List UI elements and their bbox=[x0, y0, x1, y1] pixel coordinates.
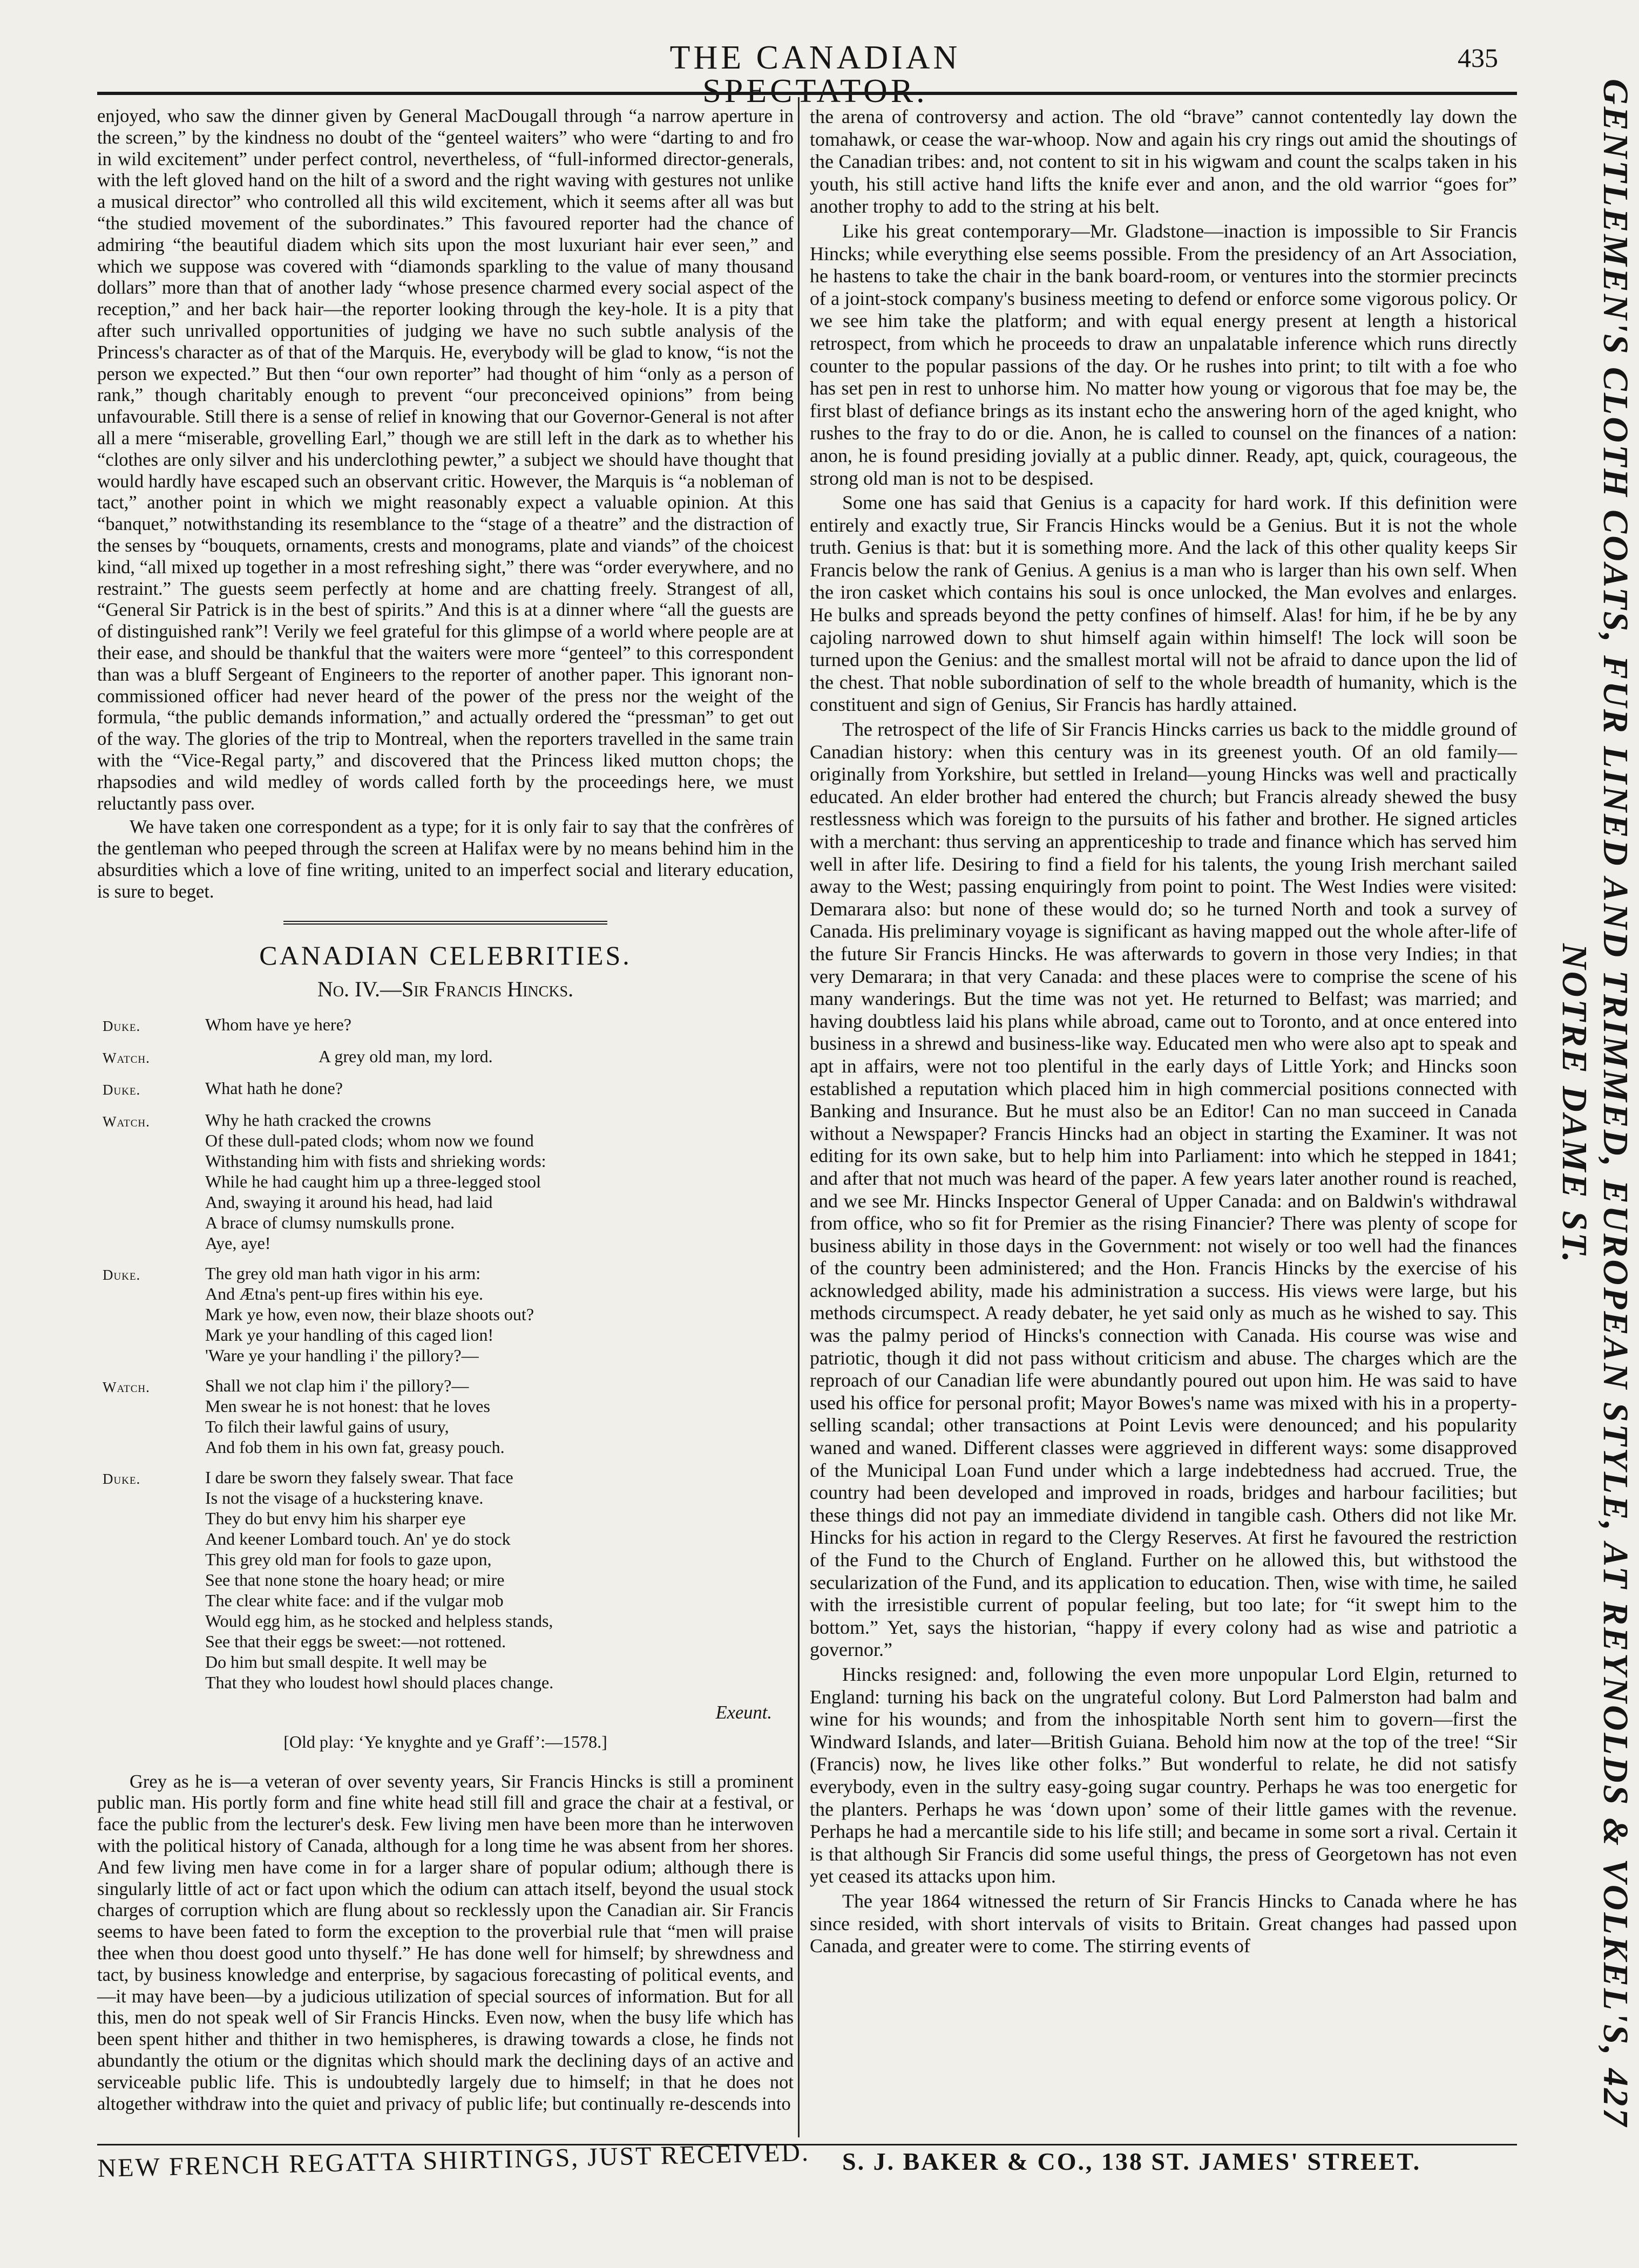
article-paragraph: The year 1864 witnessed the return of Sir Francis Hincks to Canada where he has since resided, with short intervals of visits to Britain. Great changes had passed upon Canada, and greater were to come. The stirring events of bbox=[810, 1890, 1517, 1957]
verse-line: And, swaying it around his head, had laid bbox=[205, 1192, 493, 1212]
stage-direction: Exeunt. bbox=[715, 1702, 772, 1723]
verse-line: 'Ware ye your handling i' the pillory?— bbox=[205, 1346, 479, 1366]
verse-line: Is not the visage of a huckstering knave. bbox=[205, 1488, 484, 1508]
article-paragraph: We have taken one correspondent as a type; for it is only fair to say that the confrères of the gentleman who peeped through the screen at Halifax were by no means behind him in the absurdities which a love of fine writing, united to an imperfect social and literary education, is sure to beget. bbox=[97, 817, 794, 902]
sidebar-advertisement: GENTLEMEN'S CLOTH COATS, FUR LINED AND TRIMMED, EUROPEAN STYLE, AT REYNOLDS & VOLKEL'S, 427 NOTRE DAME ST. bbox=[1555, 79, 1635, 2129]
speech-block bbox=[103, 1078, 794, 1100]
speech-lines bbox=[184, 1014, 794, 1036]
header-rule bbox=[97, 92, 1517, 95]
verse-line: What hath he done? bbox=[205, 1078, 343, 1098]
page-number: 435 bbox=[1458, 43, 1498, 73]
speech-lines bbox=[184, 1467, 794, 1693]
speech-block bbox=[103, 1375, 794, 1457]
right-column bbox=[810, 106, 1517, 1960]
column-divider bbox=[798, 97, 800, 2137]
article-paragraph: Grey as he is—a veteran of over seventy years, Sir Francis Hincks is still a prominent public man. His portly form and fine white head still fill and grace the chair at a festival, or face the public from the lecturer's desk. Few living men have been more than he interwoven with the political history of Canada, although for a long time he was absent from her shores. And few living men have come in for a larger share of popular odium; although there is singularly little of act or fact upon which the odium can attach itself, beyond the usual stock charges of corruption which are flung about so recklessly upon the Canadian air. Sir Francis seems to have been fated to form the exception to the proverbial rule that “men will praise thee when thou doest good unto thyself.” He has done well for himself; by shrewdness and tact, by business knowledge and enterprise, by sagacious forecasting of political events, and—it may have been—by a judicious utilization of special sources of information. But for all this, men do not speak well of Sir Francis Hincks. Even now, when the busy life which has been spent hither and thither in two hemispheres, is drawing towards a close, he finds not abundantly the otium or the dignitas which should mark the declining days of an active and serviceable public life. This is undoubtedly largely due to himself; in that he does not altogether withdraw into the quiet and privacy of public life; but continually re-descends into bbox=[97, 1771, 794, 2114]
article-paragraph: Like his great contemporary—Mr. Gladstone—inaction is impossible to Sir Francis Hincks; while everything else seems possible. From the presidency of an Art Association, he hastens to take the chair in the bank board-room, or ventures into the stormier precincts of a joint-stock company's business meeting to defend or enforce some vigorous policy. Or we see him take the platform; and with equal energy present at length a historical retrospect, from which he proceeds to draw an unpalatable inference which runs directly counter to the popular passions of the day. Or he rushes into print; to tilt with a foe who has set pen in rest to unhorse him. No matter how young or vigorous that foe may be, the first blast of defiance brings as its instant echo the answering horn of the aged knight, who rushes to the fray to do or die. Anon, he is called to counsel on the finances of a nation: anon, he is found presiding jovially at a public dinner. Ready, apt, quick, courageous, the strong old man is not to be despised. bbox=[810, 220, 1517, 489]
article-paragraph: The retrospect of the life of Sir Francis Hincks carries us back to the middle ground of Canadian history: when this century was in its greenest youth. Of an old family—originally from Yorkshire, but settled in Ireland—young Hincks was well and practically educated. An elder brother had entered the church; but Francis already shewed the busy restlessness which was foreign to the pursuits of his father and brother. He signed articles with a merchant: thus serving an apprenticeship to trade and finance which has served him well in after life. Desiring to find a field for his talents, the young Irish merchant sailed away to the West; passing enquiringly from point to point. The West Indies were visited: Demarara also: but none of these would do; so he turned North and took a survey of Canada. His preliminary voyage is significant as having mapped out the whole after-life of the future Sir Francis Hincks. He was afterwards to govern in those very Indies; in that very Demarara; in that very Canada: and these places were to comprise the scene of his many wanderings. But the time was not yet. He returned to Belfast; was married; and having doubtless laid his plans while abroad, came out to Toronto, and at once entered into business in a shrewd and business-like way. Educated men who were also apt to speak and apt in affairs, were not too plentiful in the early days of Little York; and Hincks soon established a reputation which placed him in high commercial positions connected with Banking and Insurance. But he must also be an Editor! Can no man succeed in Canada without a Newspaper? Francis Hincks had an object in starting the Examiner. It was not editing for its own sake, but to help him into Parliament: into which he stepped in 1841; and after that not much was heard of the paper. A few years later another round is reached, and we see Mr. Hincks Inspector General of Upper Canada: and on Baldwin's withdrawal from office, who so fit for Premier as the rising Financier? There was plenty of scope for business ability in those days in the Government: not wisely or too well had the finances of the country been administered; and the Hon. Francis Hincks by the exercise of his acknowledged ability, made his administration a success. His views were large, but his methods circumspect. A ready debater, he yet said only as much as he wished to say. This was the palmy period of Hincks's connection with Canada. His course was wise and patriotic, though it did not pass without criticism and abuse. The charges which are the reproach of our Canadian life were abundantly poured out upon him. He was said to have used his office for personal profit; Mayor Bowes's name was mixed with his in a property-selling scandal; other transactions at Point Levis were denounced; and his popularity waned and waned. Different classes were aggrieved in different ways: some disapproved of the Municipal Loan Fund under which a large indebtedness had accrued. True, the country had been developed and improved in roads, bridges and harbour facilities; but these things did not pay an immediate dividend in tangible cash. Others did not like Mr. Hincks for his action in regard to the Clergy Reserves. At first he favoured the restriction of the Fund to the Church of England. Further on he allowed this, but withstood the secularization of the Fund, and its application to education. Then, wise with time, he sailed with the irresistible current of popular feeling, but too late; for “it swept him to the bottom.” Yet, says the historian, “happy if every colony had as wise and patriotic a governor.” bbox=[810, 718, 1517, 1661]
verse-line: To filch their lawful gains of usury, bbox=[205, 1417, 449, 1437]
speaker-name: Duke. bbox=[103, 1471, 141, 1488]
verse-line: Why he hath cracked the crowns bbox=[205, 1110, 431, 1130]
footer-advertisement-left: NEW FRENCH REGATTA SHIRTINGS, JUST RECEIVED. bbox=[97, 2138, 810, 2183]
verse-line: Mark ye your handling of this caged lion! bbox=[205, 1325, 494, 1345]
verse-line: And fob them in his own fat, greasy pouch. bbox=[205, 1437, 505, 1457]
verse-line: Mark ye how, even now, their blaze shoots out? bbox=[205, 1305, 534, 1325]
verse-line: See that none stone the hoary head; or mire bbox=[205, 1570, 505, 1590]
article-paragraph: Some one has said that Genius is a capacity for hard work. If this definition were entirely and exactly true, Sir Francis Hincks would be a Genius. But it is not the whole truth. Genius is that: but it is something more. And the lack of this other quality keeps Sir Francis below the rank of Genius. A genius is a man who is larger than his own self. When the iron casket which contains his soul is once unlocked, the Man evolves and enlarges. He bulks and spreads beyond the petty confines of himself. Alas! for him, if he be by any cajoling narrowed down to shut himself again within himself! The lock will soon be turned upon the Genius: and the smallest mortal will not be afraid to dance upon the lid of the chest. That noble subordination of self to the whole breadth of humanity, which is the constituent and sign of Genius, Sir Francis has hardly attained. bbox=[810, 492, 1517, 716]
speech-block bbox=[103, 1467, 794, 1693]
verse-line: The grey old man hath vigor in his arm: bbox=[205, 1264, 481, 1284]
speech-lines bbox=[184, 1078, 794, 1100]
verse-line: See that their eggs be sweet:—not rottened. bbox=[205, 1632, 506, 1652]
speech-lines bbox=[184, 1375, 794, 1457]
section-heading: CANADIAN CELEBRITIES. bbox=[259, 940, 632, 971]
verse-line: Whom have ye here? bbox=[205, 1015, 351, 1035]
article-subheading: No. IV.—Sir Francis Hincks. bbox=[317, 977, 574, 1002]
verse-line: I dare be sworn they falsely swear. That face bbox=[205, 1468, 513, 1488]
verse-line: Shall we not clap him i' the pillory?— bbox=[205, 1376, 469, 1396]
speaker-name: Watch. bbox=[103, 1050, 150, 1067]
article-paragraph: enjoyed, who saw the dinner given by General MacDougall through “a narrow aperture in the screen,” by the kindness no doubt of the “genteel waiters” who were “darting to and fro in wild excitement” under perfect control, nevertheless, of “full-informed director-generals, with the left gloved hand on the hilt of a sword and the right waving with gestures not unlike a musical director” who controlled all this wild excitement, which it seems after all was but “the studied movement of the subordinates.” This favoured reporter had the chance of admiring “the beautiful diadem which sits upon the most luxuriant hair ever seen,” and which we suppose was covered with “diamonds sparkling to the value of many thousand dollars” more than that of another lady “whose presence charmed every social aspect of the reception,” and her back hair—the reporter looking through the key-hole. It is a pity that after such unrivalled opportunities of judging we have no such subtle analysis of the Princess's character as of that of the Marquis. He, everybody will be glad to know, “is not the person we expected.” But then “our own reporter” had thought of him “only as a person of rank,” though charitably enough to prevent “our preconceived opinions” from being unfavourable. Still there is a sense of relief in knowing that our Governor-General is not after all a mere “miserable, grovelling Earl,” though we are still left in the dark as to whether his “clothes are only silver and his underclothing pewter,” a subject we should have thought that would hardly have escaped such an observant critic. However, the Marquis is “a nobleman of tact,” another point in which we might reasonably expect a valuable opinion. At this “banquet,” notwithstanding its resemblance to the “stage of a theatre” and the distraction of the senses by “bouquets, ornaments, crests and monograms, plate and viands” of the choicest kind, “all mixed up together in a most refreshing sight,” there was “order everywhere, and no restraint.” The guests seem perfectly at home and are chatting freely. Strangest of all, “General Sir Patrick is in the best of spirits.” And this is at a dinner where “all the guests are of distinguished rank”! Verily we feel grateful for this glimpse of a world where people are at their ease, and should be thankful that the waiters were more “genteel” to this correspondent than was a bluff Sergeant of Engineers to the reporter of another paper. This ignorant non-commissioned officer had never heard of the power of the press nor the weight of the formula, “the public demands information,” and actually ordered the “pressman” to get out of the way. The glories of the trip to Montreal, when the reporters travelled in the same train with the “Vice-Regal party,” and discovered that the Princess liked mutton chops; the rhapsodies and wild medley of words called forth by the proceedings here, we must reluctantly pass over. bbox=[97, 106, 794, 814]
verse-line: And keener Lombard touch. An' ye do stock bbox=[205, 1529, 511, 1549]
speaker-name: Watch. bbox=[103, 1113, 150, 1130]
speaker-name: Watch. bbox=[103, 1379, 150, 1396]
speaker-name: Duke. bbox=[103, 1018, 141, 1035]
verse-epigraph bbox=[103, 1014, 794, 1693]
speaker-name: Duke. bbox=[103, 1267, 141, 1284]
verse-line: A brace of clumsy numskulls prone. bbox=[205, 1213, 455, 1233]
footer-advertisement-right: S. J. BAKER & CO., 138 ST. JAMES' STREET. bbox=[842, 2148, 1421, 2175]
speech-lines bbox=[184, 1110, 794, 1253]
section-divider bbox=[283, 921, 607, 927]
article-paragraph: Hincks resigned: and, following the even more unpopular Lord Elgin, returned to England: turning his back on the ungrateful colony. But Lord Palmerston had balm and wine for his wounds; and from the inhospitable North sent him to govern—first the Windward Islands, and later—British Guiana. Behold him now at the top of the tree! “Sir (Francis) now, he lives like other folks.” But wonderful to relate, he did not satisfy everybody, even in the sultry easy-going sugar country. Perhaps he was too energetic for the planters. Perhaps he was ‘down upon’ some of their little games with the revenue. Perhaps he had a mercantile side to his life still; and became in some sort a rival. Certain it is that although Sir Francis did some useful things, the press of Georgetown has not even yet ceased its attacks upon him. bbox=[810, 1663, 1517, 1887]
verse-line: Do him but small despite. It well may be bbox=[205, 1652, 487, 1672]
verse-line: That they who loudest howl should places change. bbox=[205, 1673, 554, 1693]
masthead-title: THE CANADIAN SPECTATOR. bbox=[669, 39, 961, 110]
verse-line: This grey old man for fools to gaze upon, bbox=[205, 1550, 492, 1570]
verse-line: The clear white face: and if the vulgar mob bbox=[205, 1591, 504, 1611]
speaker-name: Duke. bbox=[103, 1082, 141, 1098]
left-column bbox=[97, 106, 794, 2117]
speech-block bbox=[103, 1110, 794, 1253]
verse-line: Would egg him, as he stocked and helpless stands, bbox=[205, 1611, 553, 1631]
speech-block bbox=[103, 1046, 794, 1068]
speech-block bbox=[103, 1014, 794, 1036]
article-paragraph: the arena of controversy and action. The old “brave” cannot contentedly lay down the tomahawk, or cease the war-whoop. Now and again his cry rings out amid the shoutings of the Canadian tribes: and, not content to sit in his wigwam and count the scalps taken in his youth, his still active hand lifts the knife ever and anon, and the old warrior “goes for” another trophy to add to the string at his belt. bbox=[810, 106, 1517, 218]
speech-lines bbox=[184, 1263, 794, 1366]
verse-line: Withstanding him with fists and shrieking words: bbox=[205, 1151, 546, 1171]
verse-line: Aye, aye! bbox=[205, 1233, 271, 1253]
speech-block bbox=[103, 1263, 794, 1366]
verse-line: A grey old man, my lord. bbox=[319, 1047, 493, 1067]
verse-line: Men swear he is not honest: that he loves bbox=[205, 1396, 490, 1416]
verse-line: Of these dull-pated clods; whom now we found bbox=[205, 1131, 534, 1151]
verse-line: While he had caught him up a three-legged stool bbox=[205, 1172, 541, 1192]
verse-line: They do but envy him his sharper eye bbox=[205, 1509, 466, 1529]
verse-line: And Ætna's pent-up fires within his eye. bbox=[205, 1284, 484, 1304]
speech-lines bbox=[184, 1046, 794, 1068]
epigraph-citation: [Old play: ‘Ye knyghte and ye Graff’:—1578.] bbox=[283, 1731, 607, 1751]
